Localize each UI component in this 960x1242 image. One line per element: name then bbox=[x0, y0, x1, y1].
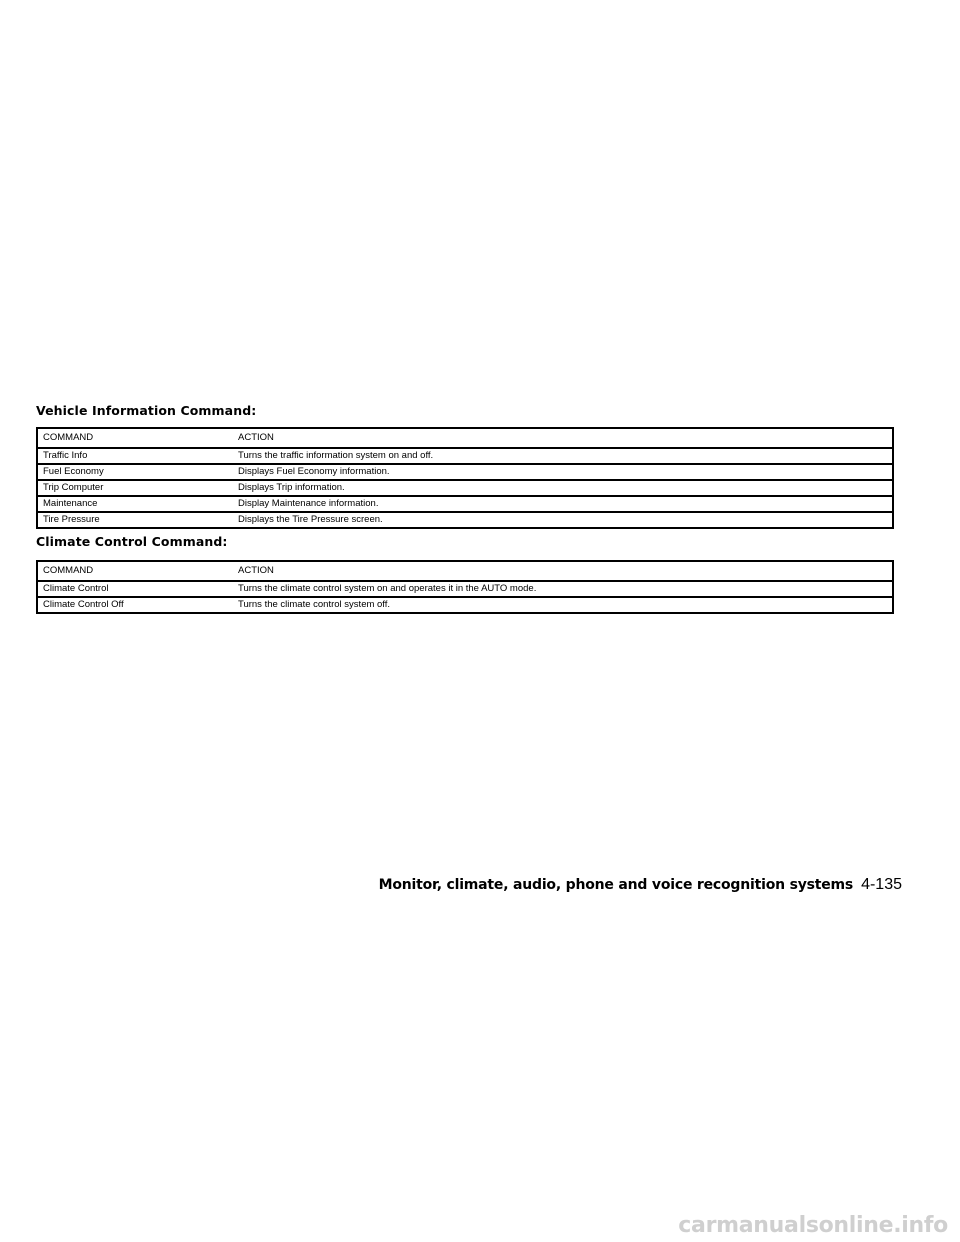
command-cell: Climate Control Off bbox=[43, 599, 124, 610]
command-cell: Fuel Economy bbox=[37, 464, 233, 480]
action-column-header: ACTION bbox=[233, 428, 893, 448]
footer-section-title: Monitor, climate, audio, phone and voice recognition systems bbox=[378, 877, 854, 893]
section-heading: Climate Control Command: bbox=[36, 534, 228, 549]
watermark: carmanualsonline.info bbox=[678, 1213, 948, 1238]
action-cell: Turns the climate control system on and operates it in the AUTO mode. bbox=[233, 581, 893, 597]
table-row bbox=[37, 512, 893, 528]
table-row bbox=[37, 581, 893, 597]
command-cell: Tire Pressure bbox=[43, 514, 100, 525]
command-cell: Climate Control bbox=[37, 581, 233, 597]
table-row bbox=[37, 464, 893, 480]
vehicle-command-table bbox=[36, 427, 894, 529]
table-header-row bbox=[37, 561, 893, 581]
page-footer bbox=[379, 876, 902, 894]
command-column-header: COMMAND bbox=[37, 428, 233, 448]
command-cell: Trip Computer bbox=[37, 480, 233, 496]
table-row bbox=[37, 496, 893, 512]
climate-control-section bbox=[36, 534, 894, 614]
command-cell: Maintenance bbox=[37, 496, 233, 512]
action-column-header: ACTION bbox=[233, 561, 893, 581]
climate-command-table bbox=[36, 560, 894, 614]
action-cell: Turns the climate control system off. bbox=[238, 599, 391, 610]
section-heading: Vehicle Information Command: bbox=[36, 403, 257, 418]
table-header-row bbox=[37, 428, 893, 448]
table-row bbox=[37, 597, 893, 613]
command-column-header: COMMAND bbox=[37, 561, 233, 581]
action-cell: Turns the traffic information system on and off. bbox=[233, 448, 893, 464]
action-cell: Displays the Tire Pressure screen. bbox=[238, 514, 383, 525]
command-cell: Traffic Info bbox=[37, 448, 233, 464]
action-cell: Display Maintenance information. bbox=[233, 496, 893, 512]
action-cell: Displays Fuel Economy information. bbox=[233, 464, 893, 480]
vehicle-information-section bbox=[36, 403, 894, 529]
table-row bbox=[37, 448, 893, 464]
table-row bbox=[37, 480, 893, 496]
page-number: 4-135 bbox=[861, 876, 902, 893]
action-cell: Displays Trip information. bbox=[233, 480, 893, 496]
